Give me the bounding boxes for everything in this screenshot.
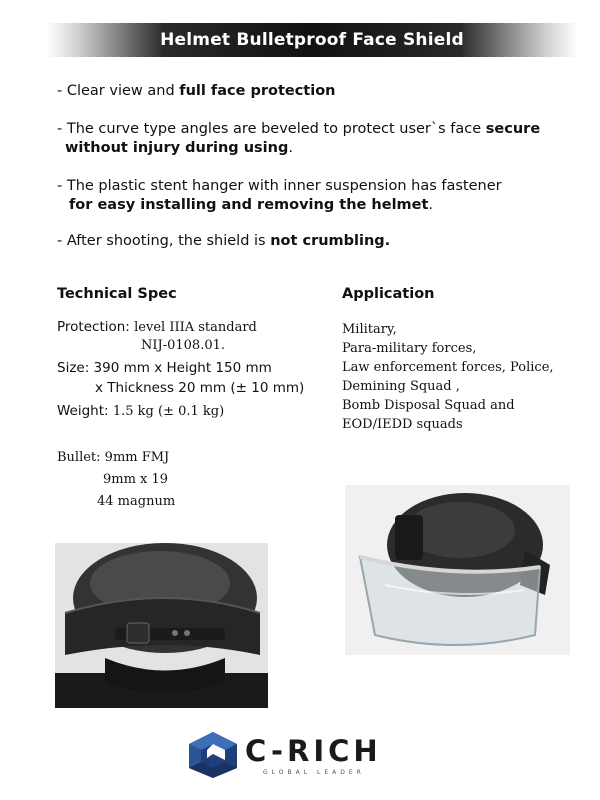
application-item: EOD/IEDD squads bbox=[342, 417, 463, 432]
technical-spec-heading: Technical Spec bbox=[57, 286, 177, 302]
feature-text: - The plastic stent hanger with inner suspension has fastener bbox=[57, 178, 502, 194]
application-item: Demining Squad , bbox=[342, 379, 460, 394]
application-item: Para-military forces, bbox=[342, 341, 477, 356]
bullet-line: 44 magnum bbox=[97, 494, 176, 509]
application-item: Bomb Disposal Squad and bbox=[342, 398, 515, 413]
title-banner bbox=[47, 23, 577, 57]
bullet-line: 9mm x 19 bbox=[103, 472, 169, 487]
logo-tagline: GLOBAL LEADER bbox=[263, 769, 365, 776]
feature-item bbox=[57, 177, 577, 215]
application-item: Military, bbox=[342, 322, 397, 337]
feature-emphasis: secure bbox=[485, 121, 541, 137]
spec-protection: Protection: level IIIA standard bbox=[57, 319, 257, 335]
feature-text: . bbox=[288, 140, 293, 156]
company-logo bbox=[185, 730, 420, 780]
helmet-rear-photo bbox=[55, 543, 268, 708]
spec-thickness: x Thickness 20 mm (± 10 mm) bbox=[95, 380, 305, 396]
feature-text: . bbox=[428, 197, 434, 213]
bullet-line: Bullet: 9mm FMJ bbox=[57, 450, 170, 465]
spec-size: Size: 390 mm x Height 150 mm bbox=[57, 360, 272, 376]
application-heading: Application bbox=[342, 286, 435, 302]
spec-protection-standard: NIJ-0108.01. bbox=[141, 338, 226, 353]
application-item: Law enforcement forces, Police, bbox=[342, 360, 554, 375]
feature-item bbox=[57, 120, 577, 158]
feature-item bbox=[57, 82, 577, 101]
feature-emphasis: not crumbling. bbox=[270, 233, 391, 249]
helmet-face-shield-photo bbox=[345, 485, 570, 655]
logo-hexagon-icon bbox=[185, 730, 241, 780]
feature-emphasis: without injury during using bbox=[65, 140, 289, 156]
logo-wordmark: C-RICH bbox=[245, 734, 382, 768]
feature-text: - After shooting, the shield is bbox=[57, 233, 271, 249]
feature-text: - Clear view and bbox=[57, 83, 180, 99]
feature-item bbox=[57, 232, 577, 251]
feature-emphasis: for easy installing and removing the helmet bbox=[69, 197, 429, 213]
application-list bbox=[342, 320, 582, 434]
feature-emphasis: full face protection bbox=[179, 83, 336, 99]
page-title: Helmet Bulletproof Face Shield bbox=[160, 30, 464, 50]
feature-text: - The curve type angles are beveled to protect user`s face bbox=[57, 121, 486, 137]
spec-weight: Weight: 1.5 kg (± 0.1 kg) bbox=[57, 403, 225, 419]
